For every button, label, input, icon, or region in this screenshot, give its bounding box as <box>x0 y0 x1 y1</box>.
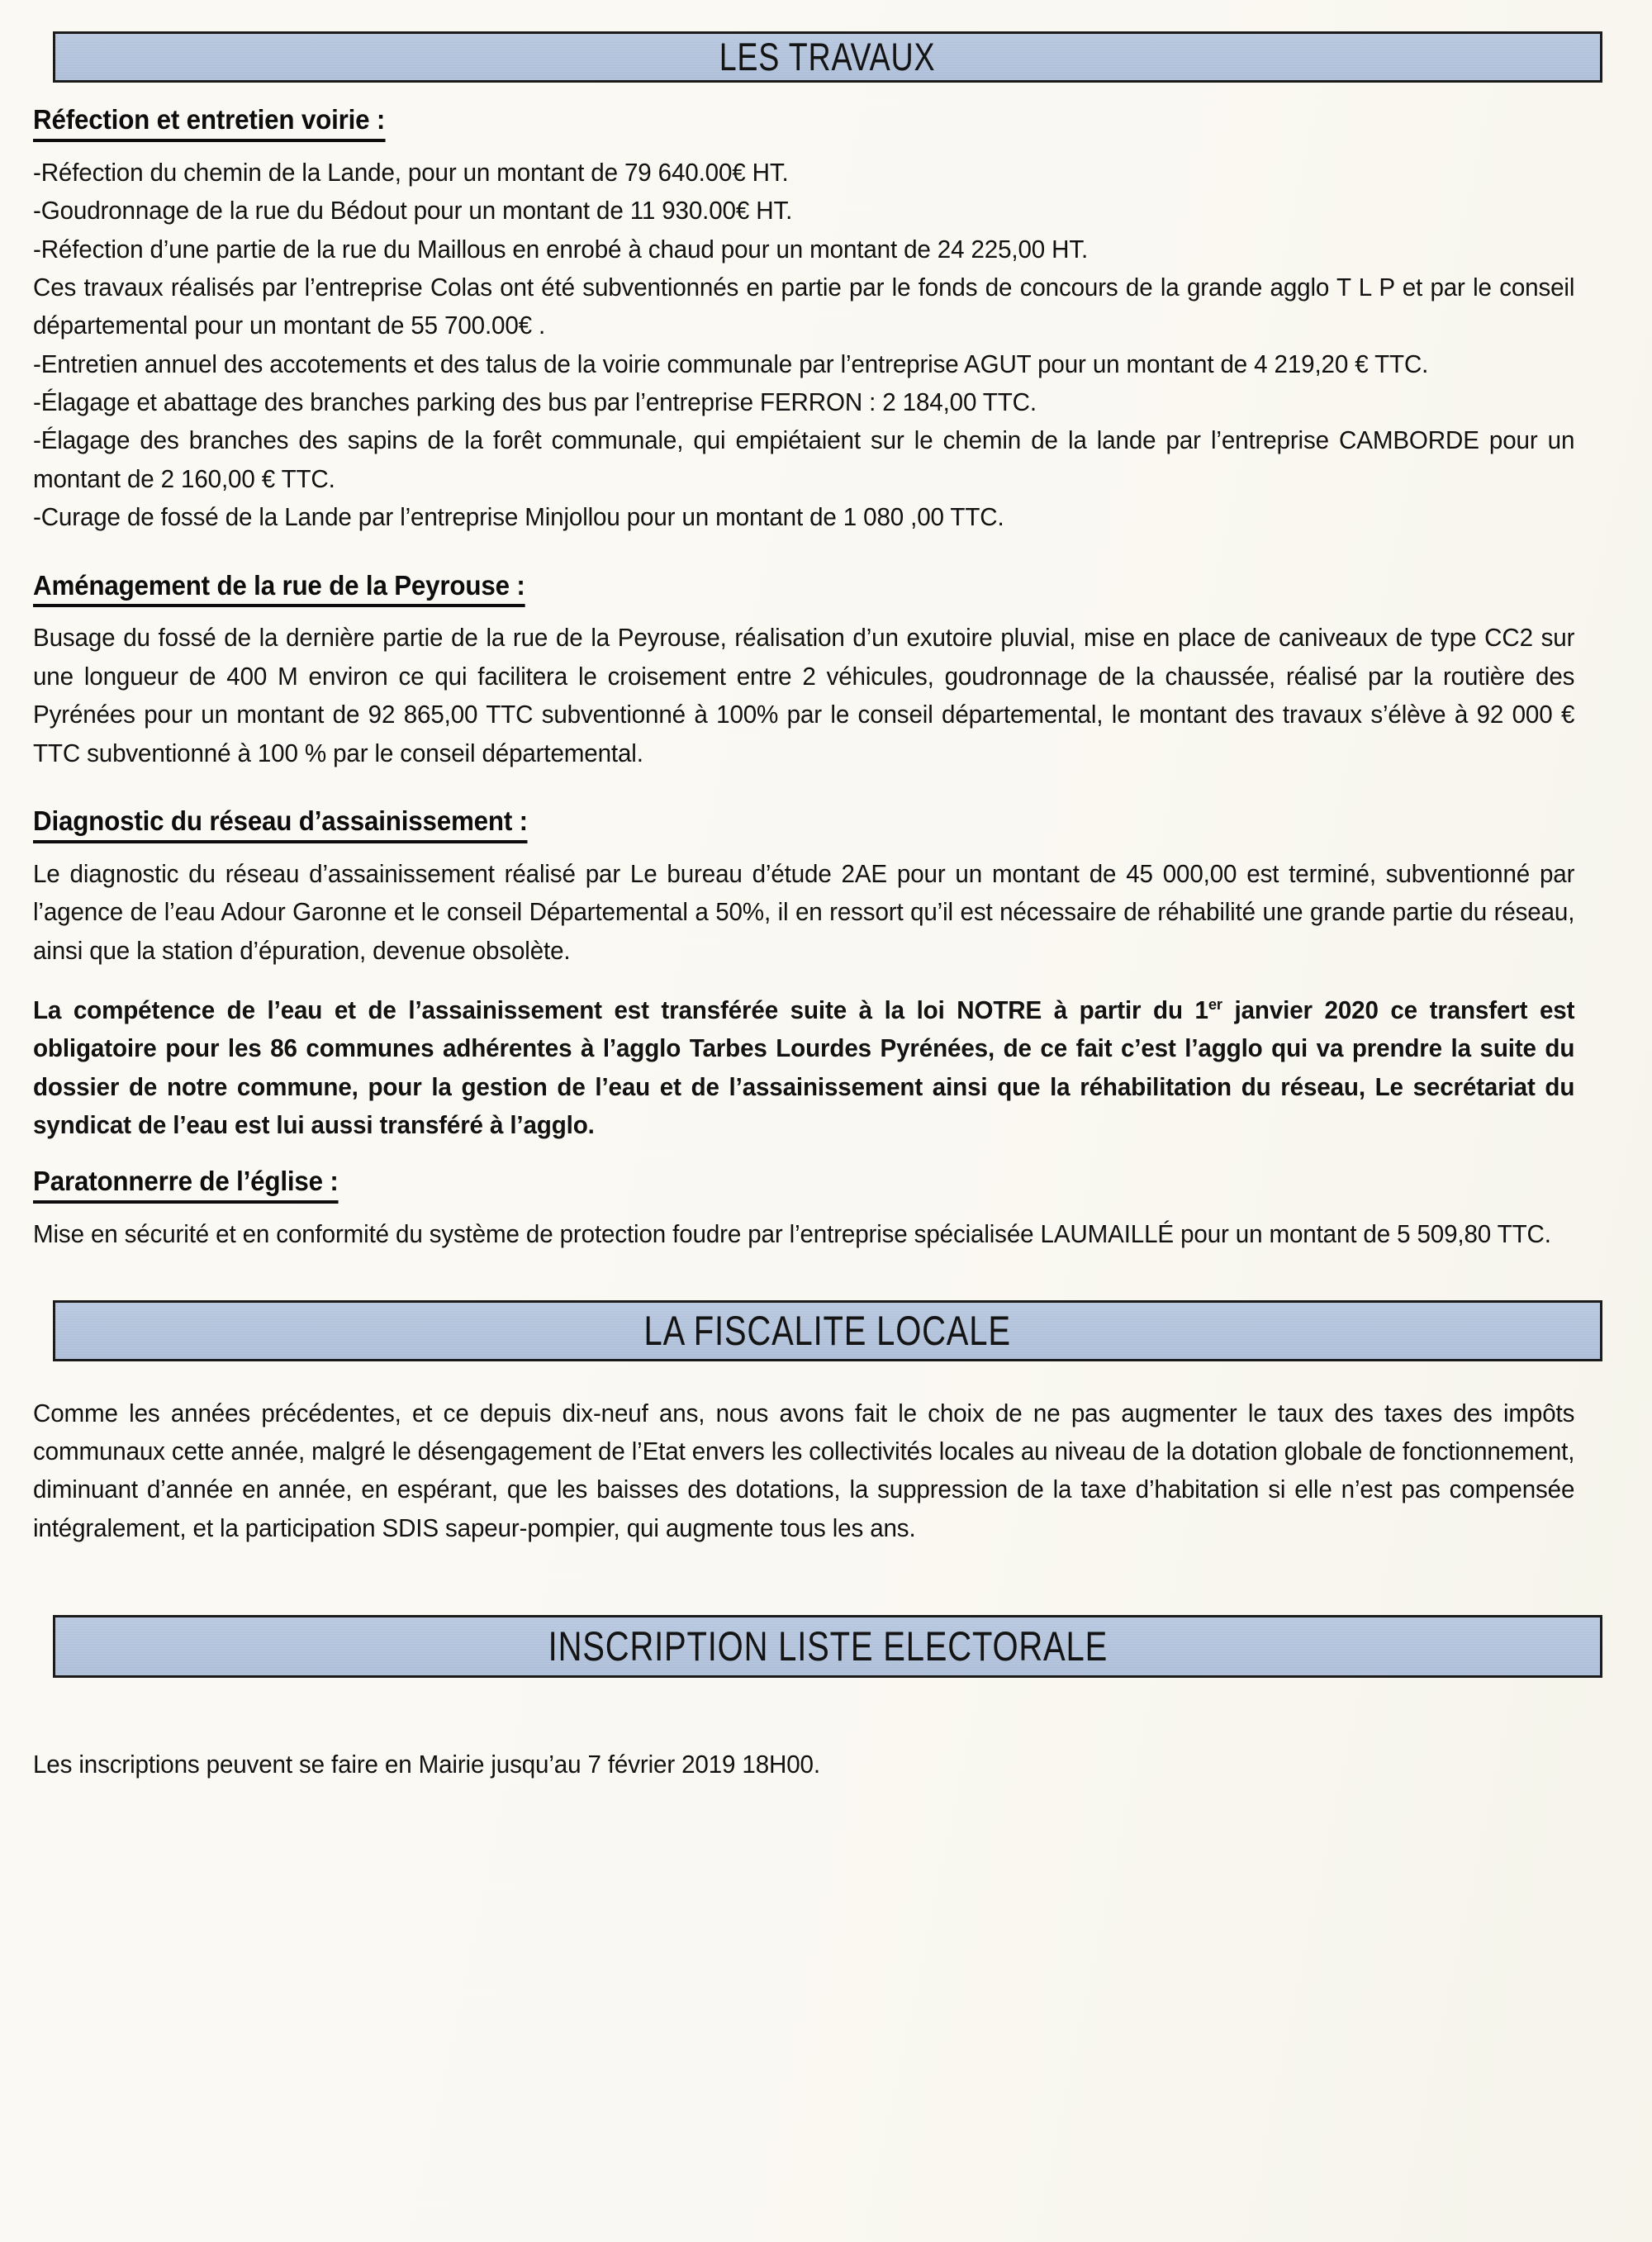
diagnostic-notre-paragraph <box>33 991 1574 1144</box>
subsection-diagnostic-heading: Diagnostic du réseau d’assainissement : <box>33 805 528 843</box>
peyrouse-paragraph: Busage du fossé de la dernière partie de la rue de la Peyrouse, réalisation d’un exutoire pluvial, mise en place de caniveaux de type CC2 sur une longueur de 400 M environ ce qui facilitera le croisement entre 2 véhicules, goudronnage de la chaussée, réalisé par la routière des Pyrénées pour un montant de 92 865,00 TTC subventionné à 100% par le conseil départemental, le montant des travaux s’élève à 92 000 € TTC subventionné à 100 % par le conseil départemental. <box>33 624 1575 767</box>
spacer <box>33 1204 1622 1215</box>
section-banner-electorale <box>53 1615 1602 1678</box>
spacer <box>33 772 1622 805</box>
spacer <box>33 607 1622 619</box>
section-banner-travaux <box>53 31 1602 83</box>
spacer <box>33 970 1622 991</box>
spacer <box>33 1144 1622 1166</box>
voirie-line-lande: -Réfection du chemin de la Lande, pour un montant de 79 640.00€ HT. <box>33 158 789 187</box>
subsection-peyrouse-heading: Aménagement de la rue de la Peyrouse : <box>33 570 525 608</box>
spacer <box>33 1361 1622 1394</box>
subsection-voirie-heading: Réfection et entretien voirie : <box>33 104 385 142</box>
subsection-paratonnerre <box>33 1166 1622 1253</box>
spacer <box>33 1547 1622 1594</box>
spacer <box>33 537 1622 570</box>
subsection-peyrouse-heading-wrap <box>33 570 1622 608</box>
voirie-line-list <box>33 154 1622 537</box>
spacer <box>33 1678 1622 1724</box>
section-banner-fiscalite <box>53 1300 1602 1361</box>
spacer <box>33 843 1622 855</box>
paratonnerre-paragraph: Mise en sécurité et en conformité du système de protection foudre par l’entreprise spécialisée LAUMAILLÉ pour un montant de 5 509,80 TTC. <box>33 1220 1551 1249</box>
subsection-diagnostic <box>33 805 1622 1144</box>
subsection-peyrouse <box>33 570 1622 772</box>
subsection-voirie-heading-wrap <box>33 104 1622 142</box>
voirie-paragraph-camborde: -Élagage des branches des sapins de la forêt communale, qui empiétaient sur le chemin de la lande par l’entreprise CAMBORDE pour un montant de 2 160,00 € TTC. <box>33 426 1575 493</box>
subsection-paratonnerre-heading: Paratonnerre de l’église : <box>33 1166 339 1204</box>
spacer <box>33 1724 1622 1746</box>
voirie-paragraph-colas: Ces travaux réalisés par l’entreprise Colas ont été subventionnés en partie par le fonds de concours de la grande agglo T L P et par le conseil départemental pour un montant de 55 700.00€ . <box>33 273 1575 340</box>
voirie-line-bedout: -Goudronnage de la rue du Bédout pour un montant de 11 930.00€ HT. <box>33 197 793 226</box>
section-banner-travaux-title: LES TRAVAUX <box>719 35 936 78</box>
spacer <box>33 1594 1622 1615</box>
section-banner-electorale-title: INSCRIPTION LISTE ELECTORALE <box>548 1623 1108 1670</box>
subsection-diagnostic-heading-wrap <box>33 805 1622 843</box>
notre-text-part2: janvier 2020 ce transfert est obligatoire pour les 86 communes adhérentes à l’agglo Tarbes Lourdes Pyrénées, de ce fait c’est l’agglo qui va prendre la suite du dossier de notre commune, pour la gestion de l’eau et de l’assainissement ainsi que la réhabilitation du réseau, Le secrétariat du syndicat de l’eau est lui aussi transféré à l’agglo. <box>33 995 1575 1139</box>
section-banner-fiscalite-title: LA FISCALITE LOCALE <box>643 1307 1012 1354</box>
subsection-voirie <box>33 104 1622 537</box>
voirie-paragraph-agut: -Entretien annuel des accotements et des talus de la voirie communale par l’entreprise AGUT pour un montant de 4 219,20 € TTC. <box>33 349 1429 378</box>
notre-ordinal-suffix: er <box>1208 995 1222 1014</box>
spacer <box>33 142 1622 154</box>
spacer <box>33 83 1622 104</box>
notre-text-part1: La compétence de l’eau et de l’assainissement est transférée suite à la loi NOTRE à partir du 1 <box>33 995 1208 1024</box>
spacer <box>33 1254 1622 1300</box>
fiscalite-paragraph: Comme les années précédentes, et ce depuis dix-neuf ans, nous avons fait le choix de ne pas augmenter le taux des taxes des impôts communaux cette année, malgré le désengagement de l’Etat envers les collectivités locales au niveau de la dotation globale de fonctionnement, diminuant d’année en année, en espérant, que les baisses des dotations, la suppression de la taxe d’habitation si elle n’est pas compensée intégralement, et la participation SDIS sapeur-pompier, qui augmente tous les ans. <box>33 1399 1575 1542</box>
voirie-line-minjollou: -Curage de fossé de la Lande par l’entreprise Minjollou pour un montant de 1 080 ,00 TTC. <box>33 503 1004 532</box>
voirie-line-maillous: -Réfection d’une partie de la rue du Maillous en enrobé à chaud pour un montant de 24 225,00 HT. <box>33 235 1089 264</box>
electorale-paragraph: Les inscriptions peuvent se faire en Mairie jusqu’au 7 février 2019 18H00. <box>33 1750 820 1779</box>
voirie-line-ferron: -Élagage et abattage des branches parking des bus par l’entreprise FERRON : 2 184,00 TTC. <box>33 388 1037 417</box>
subsection-paratonnerre-heading-wrap <box>33 1166 1622 1204</box>
diagnostic-paragraph: Le diagnostic du réseau d’assainissement réalisé par Le bureau d’étude 2AE pour un montant de 45 000,00 est terminé, subventionné par l’agence de l’eau Adour Garonne et le conseil Départemental a 50%, il en ressort qu’il est nécessaire de réhabilité une grande partie du réseau, ainsi que la station d’épuration, devenue obsolète. <box>33 859 1575 965</box>
